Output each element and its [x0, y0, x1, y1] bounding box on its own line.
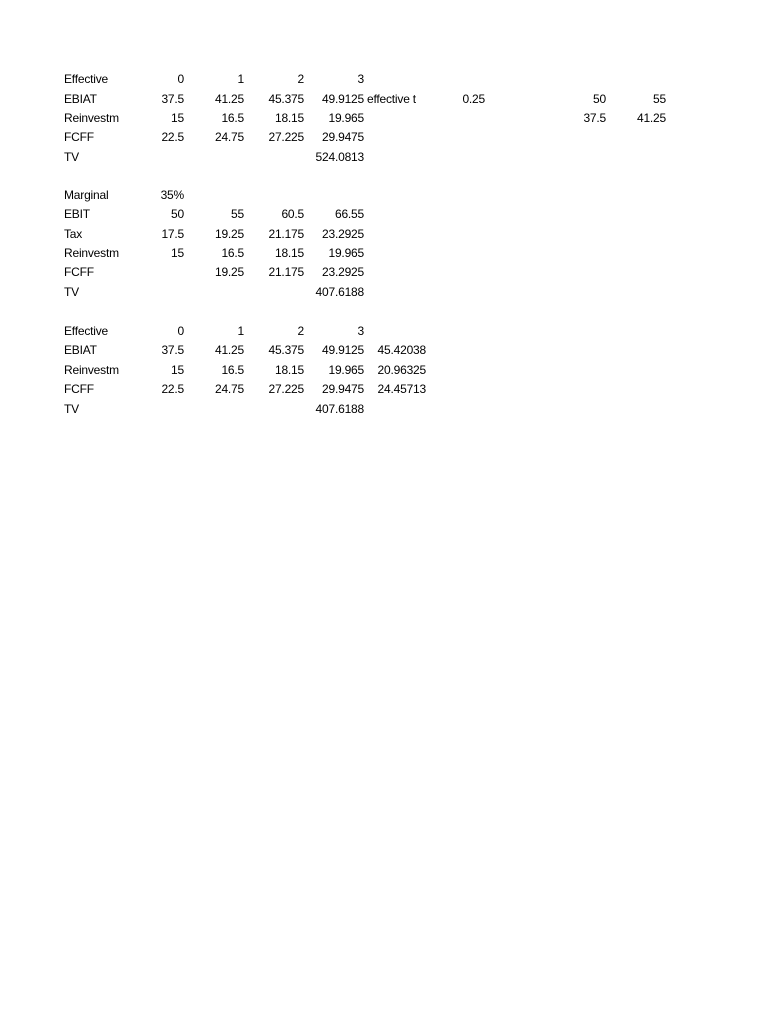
cell-value: 21.175: [268, 265, 304, 279]
cell-label: FCFF: [64, 265, 94, 279]
cell-value: 524.0813: [315, 150, 364, 164]
cell-label: FCFF: [64, 382, 94, 396]
cell-label: FCFF: [64, 130, 94, 144]
cell-value: 0.25: [462, 92, 485, 106]
cell-value: 24.75: [214, 382, 244, 396]
cell-header: 0: [177, 324, 184, 338]
cell-value: 21.175: [268, 227, 304, 241]
cell-label: Effective: [64, 72, 109, 86]
cell-label: TV: [64, 150, 79, 164]
cell-label: EBIAT: [64, 343, 97, 357]
cell-value: 15: [171, 246, 184, 260]
cell-label: Reinvestm: [64, 111, 119, 125]
cell-header: 1: [237, 324, 244, 338]
cell-value: 19.965: [328, 246, 364, 260]
cell-value: 41.25: [214, 92, 244, 106]
cell-value: 29.9475: [322, 382, 364, 396]
cell-value: 407.6188: [315, 285, 364, 299]
cell-value: 16.5: [221, 363, 244, 377]
cell-value: 49.9125: [322, 343, 364, 357]
cell-value: 37.5: [161, 343, 184, 357]
cell-value: 45.375: [268, 92, 304, 106]
cell-header: 3: [357, 72, 364, 86]
cell-value: 37.5: [161, 92, 184, 106]
cell-value: 19.965: [328, 363, 364, 377]
cell-value: 41.25: [636, 111, 666, 125]
cell-value: 15: [171, 111, 184, 125]
cell-value: 37.5: [583, 111, 606, 125]
cell-header: 3: [357, 324, 364, 338]
cell-value: 27.225: [268, 130, 304, 144]
cell-label: Marginal: [64, 188, 109, 202]
cell-value: 18.15: [274, 246, 304, 260]
cell-value: 60.5: [281, 207, 304, 221]
cell-value: 29.9475: [322, 130, 364, 144]
cell-header: 0: [177, 72, 184, 86]
cell-value: 24.45713: [377, 382, 426, 396]
cell-value: 20.96325: [377, 363, 426, 377]
cell-label: TV: [64, 402, 79, 416]
cell-value: 22.5: [161, 382, 184, 396]
cell-value: 18.15: [274, 111, 304, 125]
cell-value: 18.15: [274, 363, 304, 377]
cell-value: 27.225: [268, 382, 304, 396]
cell-label: Effective: [64, 324, 109, 338]
cell-label: Tax: [64, 227, 83, 241]
cell-header: 2: [297, 72, 304, 86]
cell-value: 55: [231, 207, 244, 221]
cell-label: TV: [64, 285, 79, 299]
cell-value: 23.2925: [322, 227, 364, 241]
cell-label: EBIAT: [64, 92, 97, 106]
cell-value: 45.375: [268, 343, 304, 357]
cell-value: 24.75: [214, 130, 244, 144]
cell-value: 66.55: [334, 207, 364, 221]
cell-value: 55: [653, 92, 666, 106]
cell-label: effective t: [367, 92, 416, 106]
cell-value: 16.5: [221, 246, 244, 260]
cell-value: 41.25: [214, 343, 244, 357]
cell-value: 407.6188: [315, 402, 364, 416]
cell-value: 35%: [160, 188, 184, 202]
cell-label: EBIT: [64, 207, 90, 221]
cell-value: 17.5: [161, 227, 184, 241]
cell-value: 15: [171, 363, 184, 377]
cell-value: 22.5: [161, 130, 184, 144]
cell-value: 50: [171, 207, 184, 221]
cell-value: 19.965: [328, 111, 364, 125]
cell-value: 45.42038: [377, 343, 426, 357]
cell-value: 49.9125: [322, 92, 364, 106]
cell-value: 50: [593, 92, 606, 106]
cell-value: 16.5: [221, 111, 244, 125]
cell-value: 19.25: [214, 265, 244, 279]
cell-value: 19.25: [214, 227, 244, 241]
cell-label: Reinvestm: [64, 246, 119, 260]
cell-label: Reinvestm: [64, 363, 119, 377]
cell-value: 23.2925: [322, 265, 364, 279]
cell-header: 1: [237, 72, 244, 86]
cell-header: 2: [297, 324, 304, 338]
